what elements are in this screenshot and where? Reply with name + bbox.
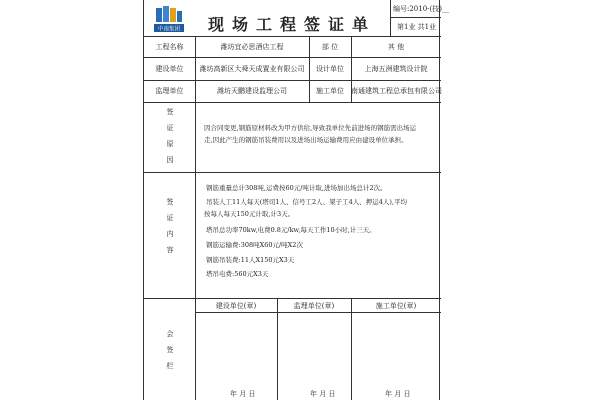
project-name-value: 潍坊宜必思酒店工程 — [220, 43, 284, 51]
form-number: 编号:2010-(技)__ — [393, 5, 449, 13]
visa-form — [143, 0, 449, 400]
content-line-1: 钢筋重量总计308吨,运费按60元/吨计取,进场加出场总计2次。 — [206, 184, 387, 192]
supervisor-value: 潍坊天鹏建设监理公司 — [217, 87, 287, 95]
signoff-supervisor-header: 监理单位(章) — [293, 302, 335, 310]
logo-text: 中南集团 — [157, 26, 181, 33]
reason-line-1: 因合同变更,钢筋原材料改为甲方供给,导致我单位先前进场的钢筋需出场运 — [204, 124, 417, 132]
reason-label: 签 证 原 因 — [166, 108, 174, 164]
signoff-owner-header: 建设单位(章) — [215, 302, 257, 310]
signoff-contractor-date: 年 月 日 — [385, 390, 411, 398]
signoff-supervisor-date: 年 月 日 — [310, 390, 336, 398]
designer-label: 设计单位 — [316, 65, 344, 73]
location-value: 其 他 — [387, 43, 405, 51]
supervisor-label: 监理单位 — [155, 87, 184, 95]
company-logo-icon — [152, 4, 186, 34]
page-title: 现场工程签证单 — [207, 15, 376, 34]
page-count: 第1业 共1业 — [397, 23, 437, 31]
owner-value: 潍坊高新区大舜天成置业有限公司 — [199, 65, 305, 73]
signoff-contractor-header: 施工单位(章) — [375, 302, 417, 310]
reason-line-2: 走,因此产生的钢筋吊装费用以及进场出场运输费用应由建设单位承担。 — [204, 136, 408, 144]
content-line-4: 塔吊总功率70kw,电费0.8元/kw,每天工作10小时,计三天。 — [206, 226, 376, 234]
content-line-6: 钢筋吊装费:11人X150元X3天 — [206, 256, 295, 264]
contractor-value: 南通建筑工程总承包有限公司 — [351, 87, 442, 95]
contractor-label: 施工单位 — [316, 87, 344, 95]
content-line-3: 按每人每天150元计取,计3天。 — [204, 210, 295, 218]
location-label: 部 位 — [321, 43, 339, 51]
content-line-7: 塔吊电费:560元X3天 — [206, 270, 269, 278]
signoff-label: 会 签 栏 — [166, 330, 174, 370]
designer-value: 上海五洲建筑设计院 — [364, 65, 428, 73]
content-line-2: 吊装人工11人每天(塔司1人、信号工2人、架子工4人、押运4人),平均 — [206, 198, 407, 206]
signoff-owner-date: 年 月 日 — [230, 390, 256, 398]
content-line-5: 钢筋运输费:308吨X60元/吨X2次 — [206, 241, 303, 249]
project-name-label: 工程名称 — [155, 43, 184, 51]
owner-label: 建设单位 — [155, 65, 184, 73]
content-label: 签 证 内 容 — [166, 198, 174, 254]
